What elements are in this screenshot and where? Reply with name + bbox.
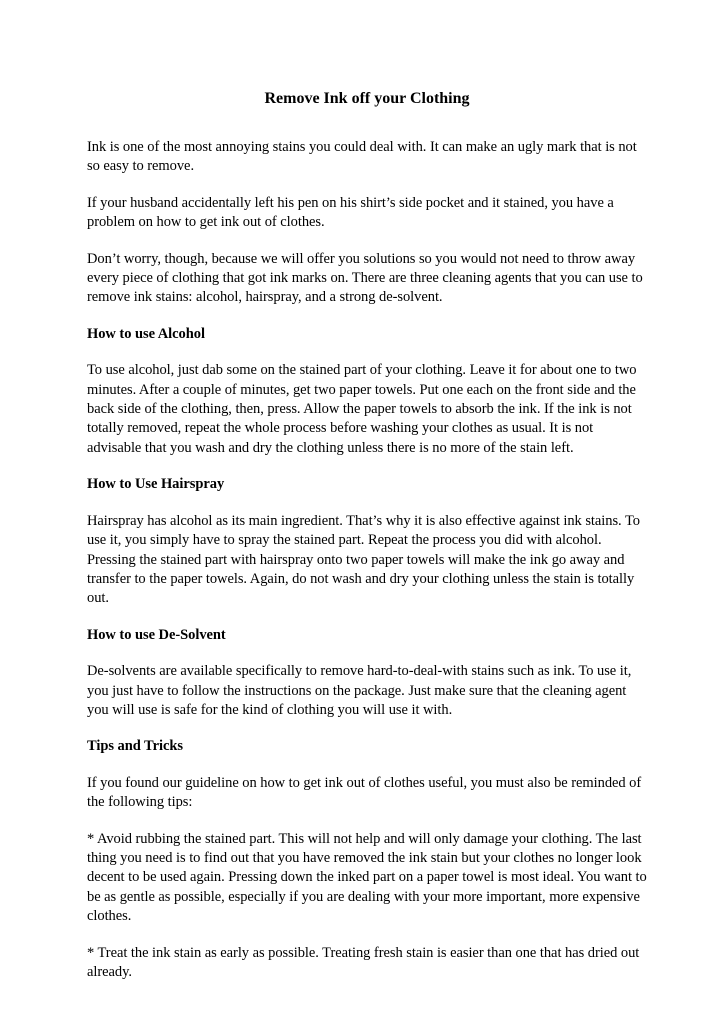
tip-avoid-rubbing: * Avoid rubbing the stained part. This will not help and will only damage your clothing. The last thing you need is to find out that you have removed the ink stain but your clothes no longer look decent to be used again. Pressing down the inked part on a paper towel is most ideal. You want to be as gentle as possible, especially if you are dealing with your more important, more expensive clothes. bbox=[87, 830, 647, 925]
section-heading-alcohol: How to use Alcohol bbox=[87, 325, 205, 342]
tips-intro-paragraph: If you found our guideline on how to get ink out of clothes useful, you must also be reminded of the following tips: bbox=[87, 774, 642, 811]
intro-paragraph: Ink is one of the most annoying stains you could deal with. It can make an ugly mark that is not so easy to remove. bbox=[87, 139, 637, 175]
problem-paragraph: If your husband accidentally left his pen on his shirt’s side pocket and it stained, you have a problem on how to get ink out of clothes. bbox=[87, 194, 614, 231]
hairspray-paragraph: Hairspray has alcohol as its main ingredient. That’s why it is also effective against ink stains. To use it, you simply have to spray the stained part. Repeat the process you did with alcohol. Pressing the stained part with hairspray onto two paper towels will make the ink go away and transfer to the paper towels. Again, do not wash and dry your clothing unless the stain is totally out. bbox=[87, 512, 640, 607]
tip-treat-early: * Treat the ink stain as early as possible. Treating fresh stain is easier than one that has dried out already. bbox=[87, 944, 640, 980]
alcohol-paragraph: To use alcohol, just dab some on the stained part of your clothing. Leave it for about one to two minutes. After a couple of minutes, get two paper towels. Put one each on the front side and the back side of the clothing, then, press. Allow the paper towels to absorb the ink. If the ink is not totally removed, repeat the whole process before washing your clothes as usual. It is not advisable that you wash and dry the clothing unless there is no more of the stain left. bbox=[87, 362, 637, 456]
section-heading-tips: Tips and Tricks bbox=[87, 738, 183, 755]
section-heading-desolvent: How to use De-Solvent bbox=[87, 626, 226, 643]
solutions-paragraph: Don’t worry, though, because we will offer you solutions so you would not need to throw away every piece of clothing that got ink marks on. There are three cleaning agents that you can use to remove ink stains: alcohol, hairspray, and a strong de-solvent. bbox=[87, 250, 643, 306]
document-title: Remove Ink off your Clothing bbox=[264, 90, 470, 107]
document-body bbox=[87, 88, 647, 999]
desolvent-paragraph: De-solvents are available specifically to remove hard-to-deal-with stains such as ink. To use it, you just have to follow the instructions on the package. Just make sure that the cleaning agent you will use is safe for the kind of clothing you will use it with. bbox=[87, 663, 632, 718]
section-heading-hairspray: How to Use Hairspray bbox=[87, 476, 225, 493]
